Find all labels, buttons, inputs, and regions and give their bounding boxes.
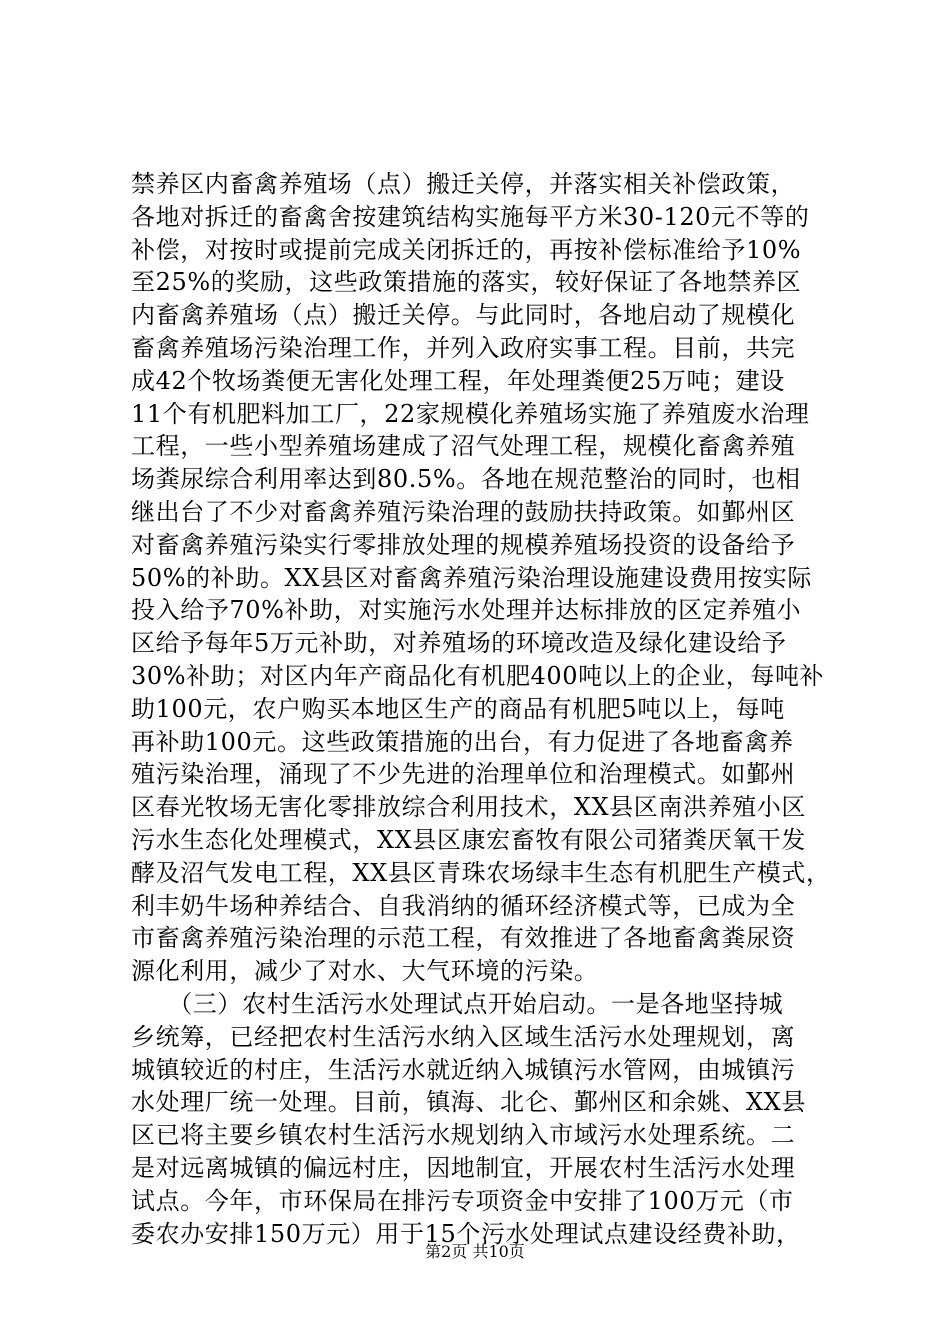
text-line: 乡统筹，已经把农村生活污水纳入区域生活污水处理规划，离 <box>131 1022 796 1051</box>
text-line: 补偿，对按时或提前完成关闭拆迁的，再按补偿标准给予10% <box>131 235 802 264</box>
text-line: 场粪尿综合利用率达到80.5%。各地在规范整治的同时，也相 <box>131 465 801 494</box>
text-line: 区给予每年5万元补助，对养殖场的环境改造及绿化建设给予 <box>131 629 787 658</box>
text-line: 各地对拆迁的畜禽舍按建筑结构实施每平方米30-120元不等的 <box>131 202 810 231</box>
text-line: 水处理厂统一处理。目前，镇海、北仑、鄞州区和余姚、XX县 <box>131 1088 806 1117</box>
text-line: 再补助100元。这些政策措施的出台，有力促进了各地畜禽养 <box>131 727 794 756</box>
text-line: 50%的补助。XX县区对畜禽养殖污染治理设施建设费用按实际 <box>131 563 812 592</box>
text-line: 城镇较近的村庄，生活污水就近纳入城镇污水管网，由城镇污 <box>131 1055 796 1084</box>
text-line: 11个有机肥料加工厂，22家规模化养殖场实施了养殖废水治理 <box>131 399 810 428</box>
text-line: 30%补助；对区内年产商品化有机肥400吨以上的企业，每吨补 <box>131 661 825 690</box>
text-line: 继出台了不少对畜禽养殖污染治理的鼓励扶持政策。如鄞州区 <box>131 497 796 526</box>
text-line: 至25%的奖励，这些政策措施的落实，较好保证了各地禁养区 <box>131 268 802 297</box>
text-line: 投入给予70%补助，对实施污水处理并达标排放的区定养殖小 <box>131 596 802 625</box>
text-line: （三）农村生活污水处理试点开始启动。一是各地坚持城 <box>131 989 784 1018</box>
text-line: 污水生态化处理模式，XX县区康宏畜牧有限公司猪粪厌氧干发 <box>131 825 806 854</box>
text-line: 对畜禽养殖污染实行零排放处理的规模养殖场投资的设备给予 <box>131 530 796 559</box>
text-line: 禁养区内畜禽养殖场（点）搬迁关停，并落实相关补偿政策， <box>131 170 796 198</box>
text-line: 是对远离城镇的偏远村庄，因地制宜，开展农村生活污水处理 <box>131 1153 796 1182</box>
text-line: 助100元，农户购买本地区生产的商品有机肥5吨以上，每吨 <box>131 694 785 723</box>
text-line: 酵及沼气发电工程，XX县区青珠农场绿丰生态有机肥生产模式， <box>131 858 831 887</box>
text-line: 试点。今年，市环保局在排污专项资金中安排了100万元（市 <box>131 1186 794 1215</box>
text-line: 利丰奶牛场种养结合、自我消纳的循环经济模式等，已成为全 <box>131 891 796 920</box>
text-line: 畜禽养殖场污染治理工作，并列入政府实事工程。目前，共完 <box>131 333 796 362</box>
text-line: 源化利用，减少了对水、大气环境的污染。 <box>131 957 599 986</box>
text-line: 委农办安排150万元）用于15个污水处理试点建设经费补助， <box>131 1219 801 1248</box>
body-text <box>131 168 851 1250</box>
text-line: 内畜禽养殖场（点）搬迁关停。与此同时，各地启动了规模化 <box>131 301 796 330</box>
text-line: 殖污染治理，涌现了不少先进的治理单位和治理模式。如鄞州 <box>131 760 796 789</box>
page-footer: 第2页 共10页 <box>425 1242 525 1261</box>
text-line: 市畜禽养殖污染治理的示范工程，有效推进了各地畜禽粪尿资 <box>131 924 796 953</box>
text-line: 区已将主要乡镇农村生活污水规划纳入市域污水处理系统。二 <box>131 1121 796 1150</box>
text-line: 区春光牧场无害化零排放综合利用技术，XX县区南洪养殖小区 <box>131 793 806 822</box>
text-line: 工程，一些小型养殖场建成了沼气处理工程，规模化畜禽养殖 <box>131 432 796 461</box>
text-line: 成42个牧场粪便无害化处理工程，年处理粪便25万吨；建设 <box>131 366 785 395</box>
